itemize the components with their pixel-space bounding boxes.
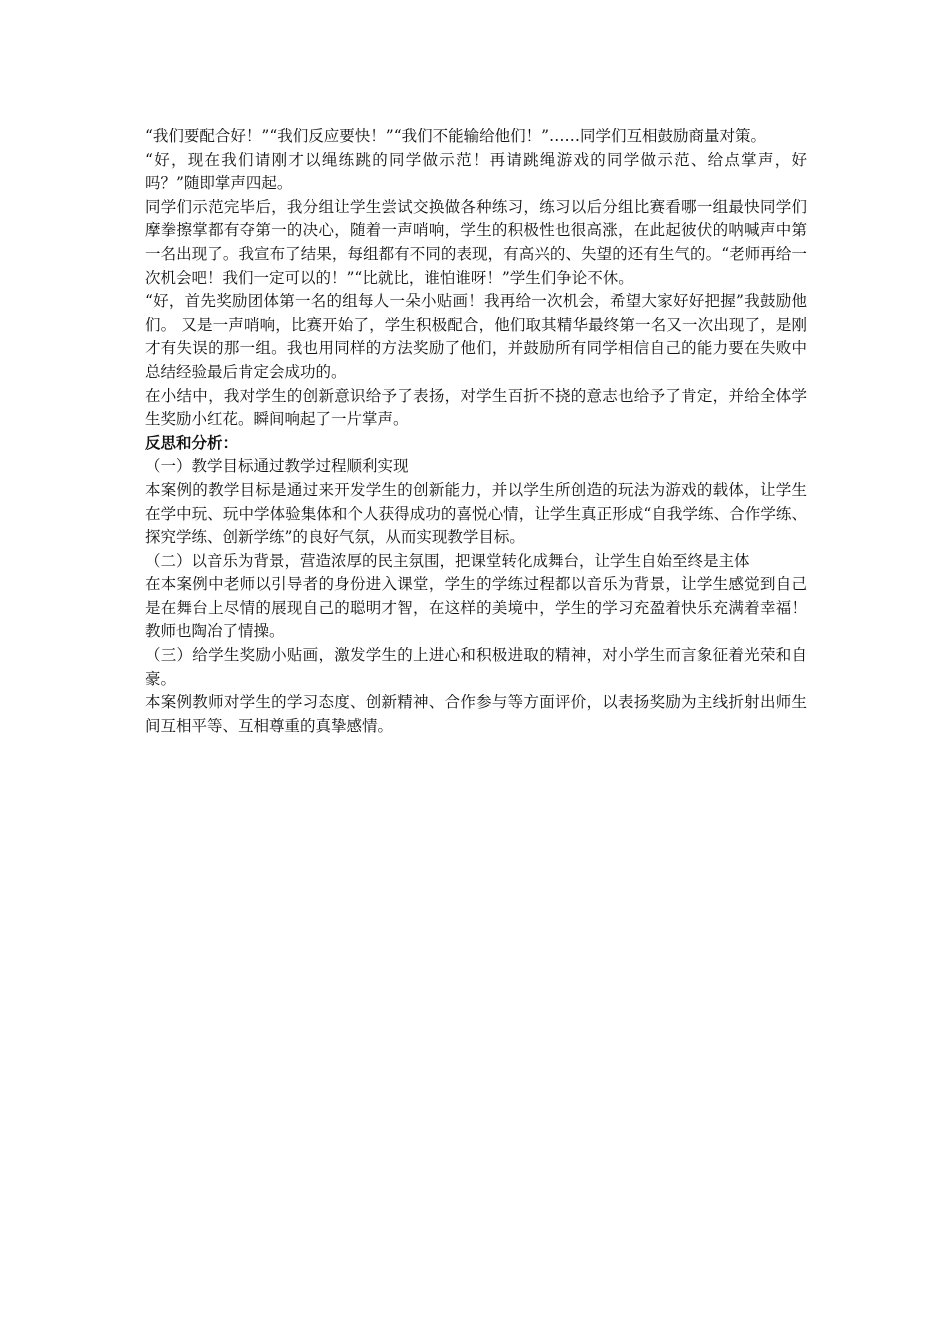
paragraph-team-encouragement: “我们要配合好！”“我们反应要快！”“我们不能输给他们！”……同学们互相鼓励商量对策。 [145, 127, 767, 145]
reflection-point-1-body: 本案例的教学目标是通过来开发学生的创新能力，并以学生所创造的玩法为游戏的载体，让学生在学中玩、玩中学体验集体和个人获得成功的喜悦心情，让学生真正形成“自我学练、合作学练、探究学练、创新学练”的良好气氛，从而实现教学目标。 [145, 480, 807, 547]
document-body [145, 125, 807, 738]
reflection-point-2-body: 在本案例中老师以引导者的身份进入课堂，学生的学练过程都以音乐为背景，让学生感觉到自己是在舞台上尽情的展现自己的聪明才智，在这样的美境中，学生的学习充盈着快乐充满着幸福！教师也陶冶了情操。 [145, 575, 807, 641]
paragraph-reward-second-round: “好，首先奖励团体第一名的组每人一朵小贴画！我再给一次机会，希望大家好好把握”我鼓励他们。 又是一声哨响，比赛开始了，学生积极配合，他们取其精华最终第一名又一次出现了，是刚才有失误的那一组。我也用同样的方法奖励了他们，并鼓励所有同学相信自己的能力要在失败中总结经验最后肯定会成功的。 [145, 292, 807, 381]
reflection-point-1-title: （一）教学目标通过教学过程顺利实现 [145, 457, 409, 476]
reflection-point-2-title: （二）以音乐为背景，营造浓厚的民主氛围，把课堂转化成舞台，让学生自始至终是主体 [145, 551, 750, 570]
paragraph-summary: 在小结中，我对学生的创新意识给予了表扬，对学生百折不挠的意志也给予了肯定，并给全体学生奖励小红花。瞬间响起了一片掌声。 [145, 386, 807, 429]
reflection-point-3-body: 本案例教师对学生的学习态度、创新精神、合作参与等方面评价，以表扬奖励为主线折射出师生间互相平等、互相尊重的真挚感情。 [145, 693, 807, 735]
paragraph-demonstration: “好，现在我们请刚才以绳练跳的同学做示范！再请跳绳游戏的同学做示范、给点掌声，好吗？”随即掌声四起。 [145, 150, 807, 193]
reflection-heading: 反思和分析： [145, 433, 239, 452]
reflection-point-3-title: （三）给学生奖励小贴画，激发学生的上进心和积极进取的精神，对小学生而言象征着光荣和自豪。 [145, 646, 807, 688]
paragraph-group-competition: 同学们示范完毕后，我分组让学生尝试交换做各种练习，练习以后分组比赛看哪一组最快同学们摩拳擦掌都有夺第一的决心，随着一声哨响，学生的积极性也很高涨，在此起彼伏的呐喊声中第一名出现了。我宣布了结果，每组都有不同的表现，有高兴的、失望的还有生气的。“老师再给一次机会吧！我们一定可以的！”“比就比，谁怕谁呀！”学生们争论不休。 [145, 197, 807, 287]
